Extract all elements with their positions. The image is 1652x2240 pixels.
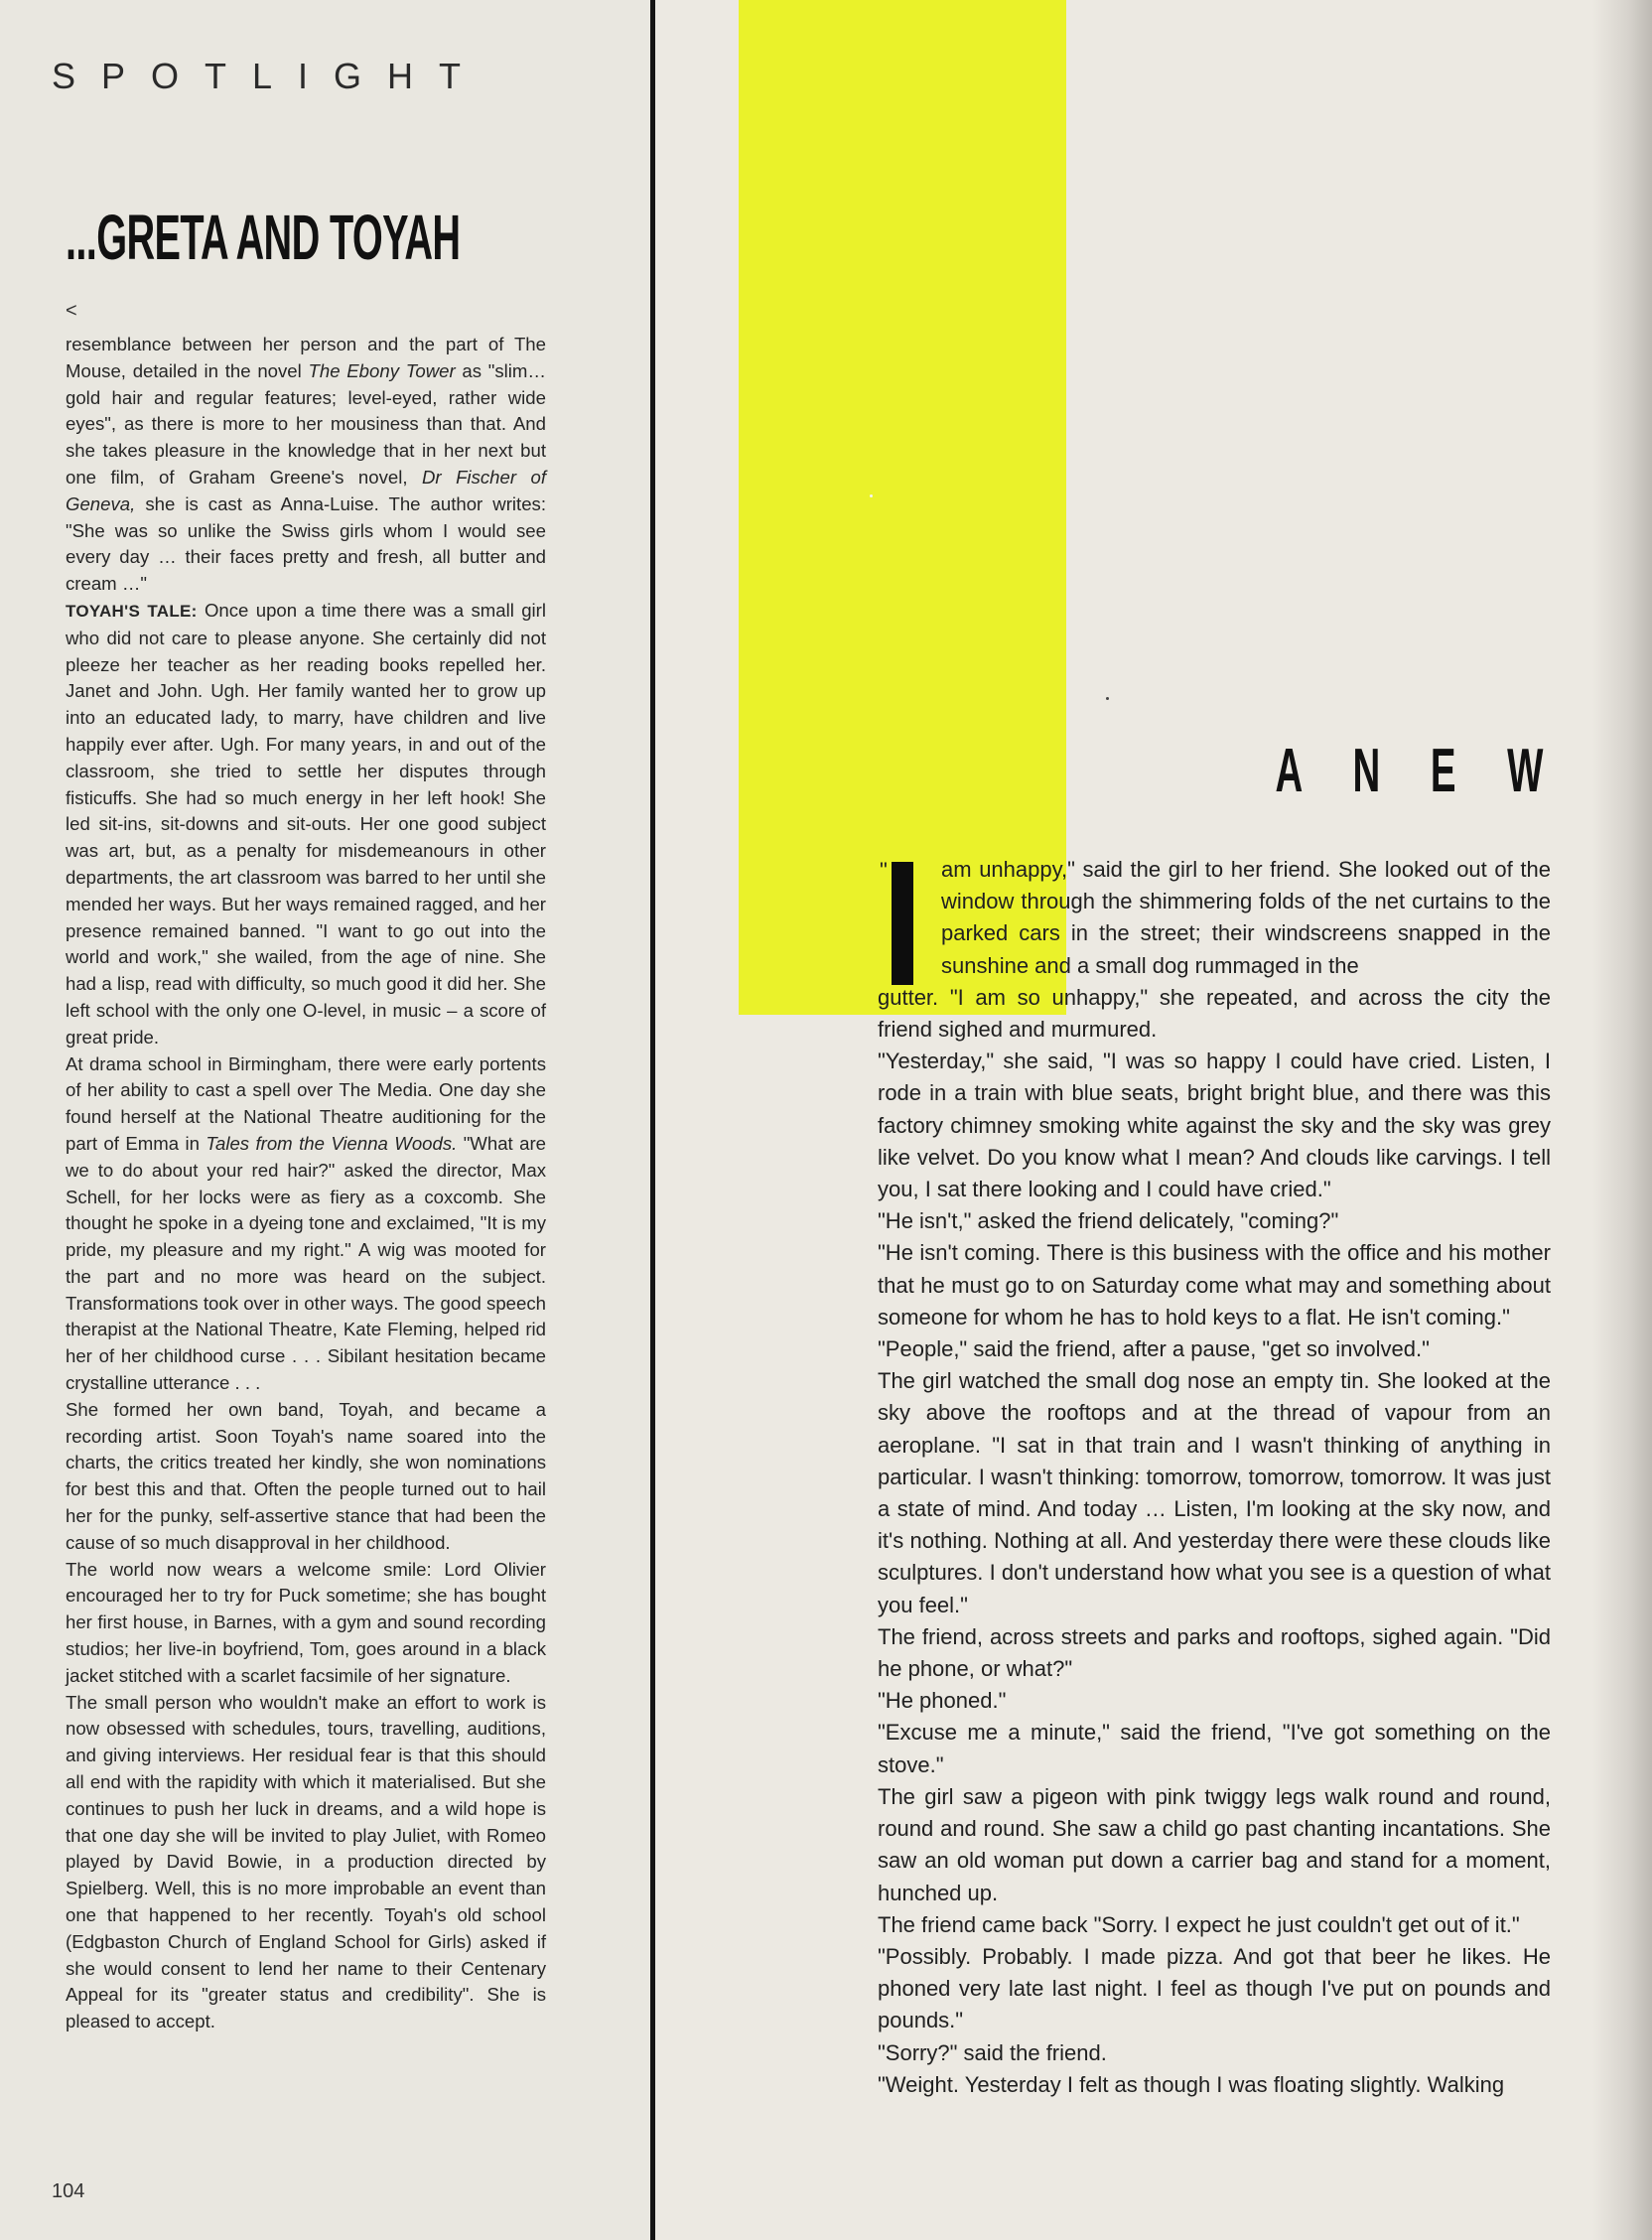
title-letter: A (1275, 737, 1304, 805)
left-paragraph (66, 1051, 546, 1397)
opening-quote-mark: " (880, 858, 888, 883)
story-paragraph: The friend, across streets and parks and rooftops, sighed again. "Did he phone, or what?" (878, 1623, 1551, 1682)
text-run: "What are we to do about your red hair?" asked the director, Max Schell, for her locks were as fiery as a coxcomb. She thought he spoke in a dyeing tone and exclaimed, "It is my pride, my pleasure and my right." A wig was mooted for the part and no more was heard on the subject. Transformations took over in other ways. The good speech therapist at the National Theatre, Kate Fleming, helped rid her of her childhood curse . . . Sibilant hesitation became crystalline utterance . . . (66, 1132, 546, 1394)
italic-title: The Ebony Tower (308, 359, 456, 381)
left-paragraph (66, 598, 546, 1051)
title-letter: E (1430, 737, 1456, 805)
left-paragraph (66, 1397, 546, 1557)
page-number: 104 (52, 2180, 85, 2202)
text-run: resemblance between her person and the part of The Mouse, detailed in the novel (66, 334, 546, 381)
title-letter: W (1507, 737, 1544, 805)
story-paragraph: "He isn't coming. There is this business with the office and his mother that he must go to on Saturday come what may and something about someone for whom he has to hold keys to a flat. He isn't coming." (878, 1240, 1551, 1330)
story-paragraph: "Possibly. Probably. I made pizza. And got that beer he likes. He phoned very late last night. I feel as though I've put on pounds and pounds." (878, 1943, 1551, 2033)
story-paragraph: "Weight. Yesterday I felt as though I was floating slightly. Walking (878, 2071, 1505, 2097)
text-run: The world now wears a welcome smile: Lord Olivier encouraged her to try for Puck sometime; she has bought her first house, in Barnes, with a gym and sound recording studios; her live-in boyfriend, Tom, goes around in a black jacket stitched with a scarlet facsimile of her signature. (66, 1558, 546, 1686)
story-paragraph: "Excuse me a minute," said the friend, "I've got something on the stove." (878, 1720, 1551, 1777)
text-run: The small person who wouldn't make an effort to work is now obsessed with schedules, tours, travelling, auditions, and giving interviews. Her residual fear is that this should all end with the rapidity with which it materialised. But she continues to push her luck in dreams, and a wild hope is that one day she will be invited to play Juliet, with Romeo played by David Bowie, in a production directed by Spielberg. Well, this is no more improbable an event than one that happened to her recently. Toyah's old school (Edgbaston Church of England School for Girls) asked if she would consent to lend her name to their Centenary Appeal for its "greater status and credibility". She is pleased to accept. (66, 1691, 546, 2032)
story-opening-indented: am unhappy," said the girl to her friend. She looked out of the window through the shimmering folds of the net curtains to the parked cars in the street; their windscreens snapped in the sunshine and a small dog rummaged in the (941, 857, 1551, 978)
center-gutter-rule (650, 0, 655, 2240)
story-paragraph: "People," said the friend, after a pause, "get so involved." (878, 1336, 1430, 1362)
page-curl-shadow (1592, 0, 1652, 2240)
continuation-mark: < (66, 300, 77, 322)
print-speck (1106, 697, 1109, 700)
story-paragraph: The friend came back "Sorry. I expect he just couldn't get out of it." (878, 1911, 1520, 1937)
text-run: as "slim…gold hair and regular features; level-eyed, rather wide eyes", as there is more to her mousiness than that. And she takes pleasure in the knowledge that in her next but one film, of Graham Greene's novel, (66, 359, 546, 488)
section-label: SPOTLIGHT (52, 56, 487, 96)
text-run: Once upon a time there was a small girl who did not care to please anyone. She certainly did not pleeze her teacher as her reading books repelled her. Janet and John. Ugh. Her family wanted her to grow up into an educated lady, to marry, have children and live happily ever after. Ugh. For many years, in and out of the classroom, she tried to settle her disputes through fisticuffs. She had so much energy in her left hook! She led sit-ins, sit-downs and sit-outs. Her one good subject was art, but, as a penalty for misdemeanours in other departments, the art classroom was barred to her until she mended her ways. But her ways remained ragged, and her presence remained banned. "I want to go out into the world and work," she wailed, from the age of nine. She had a lisp, read with difficulty, so much good it did her. She left school with the only one O-level, in music – a score of great pride. (66, 599, 546, 1048)
left-paragraph (66, 332, 546, 598)
story-title (1267, 737, 1555, 805)
text-run: At drama school in Birmingham, there were early portents of her ability to cast a spell over The Media. One day she found herself at the National Theatre auditioning for the part of Emma in (66, 1052, 546, 1154)
section-lead-in: TOYAH'S TALE: (66, 601, 198, 621)
italic-title: Tales from the Vienna Woods. (206, 1132, 458, 1154)
story-paragraph: "He isn't," asked the friend delicately, "coming?" (878, 1208, 1339, 1234)
left-paragraph (66, 1690, 546, 2035)
story-paragraphs (878, 1046, 1551, 2101)
text-run: she is cast as Anna-Luise. The author writes: "She was so unlike the Swiss girls whom I would see every day … their faces pretty and fresh, all butter and cream …" (66, 492, 546, 595)
left-article-column (66, 332, 546, 2035)
title-letter: N (1352, 737, 1381, 805)
print-speck (870, 494, 873, 497)
story-column (878, 854, 1551, 2101)
story-opening-rest: gutter. "I am so unhappy," she repeated, and across the city the friend sighed and murmured. (878, 984, 1551, 1043)
story-paragraph: The girl watched the small dog nose an empty tin. She looked at the sky above the rooftops and at the thread of vapour from an aeroplane. "I sat in that train and I wasn't thinking of anything in particular. I wasn't thinking: tomorrow, tomorrow, tomorrow. It was just a state of mind. And today … Listen, I'm looking at the sky now, and it's nothing. Nothing at all. And yesterday there were these clouds like sculptures. I don't understand how what you see is a question of what you feel." (878, 1368, 1551, 1617)
left-paragraph (66, 1557, 546, 1690)
story-paragraph: "He phoned." (878, 1688, 1007, 1714)
story-paragraph: The girl saw a pigeon with pink twiggy legs walk round and round, round and round. She saw a child go past chanting incantations. She saw an old woman put down a carrier bag and stand for a moment, hunched up. (878, 1783, 1551, 1905)
text-run: She formed her own band, Toyah, and became a recording artist. Soon Toyah's name soared into the charts, the critics treated her kindly, she won nominations for best this and that. Often the people turned out to hail her for the punky, self-assertive stance that had been the cause of so much disapproval in her childhood. (66, 1398, 546, 1553)
story-paragraph: "Yesterday," she said, "I was so happy I could have cried. Listen, I rode in a train with blue seats, bright bright blue, and there was this factory chimney smoking white against the sky and the sky was grey like velvet. Do you know what I mean? And clouds like carvings. I tell you, I sat there looking and I could have cried." (878, 1049, 1551, 1202)
italic-title: Dr Fischer of Geneva, (66, 466, 546, 514)
story-paragraph: "Sorry?" said the friend. (878, 2039, 1107, 2065)
article-headline: ...GRETA AND TOYAH (66, 202, 461, 273)
